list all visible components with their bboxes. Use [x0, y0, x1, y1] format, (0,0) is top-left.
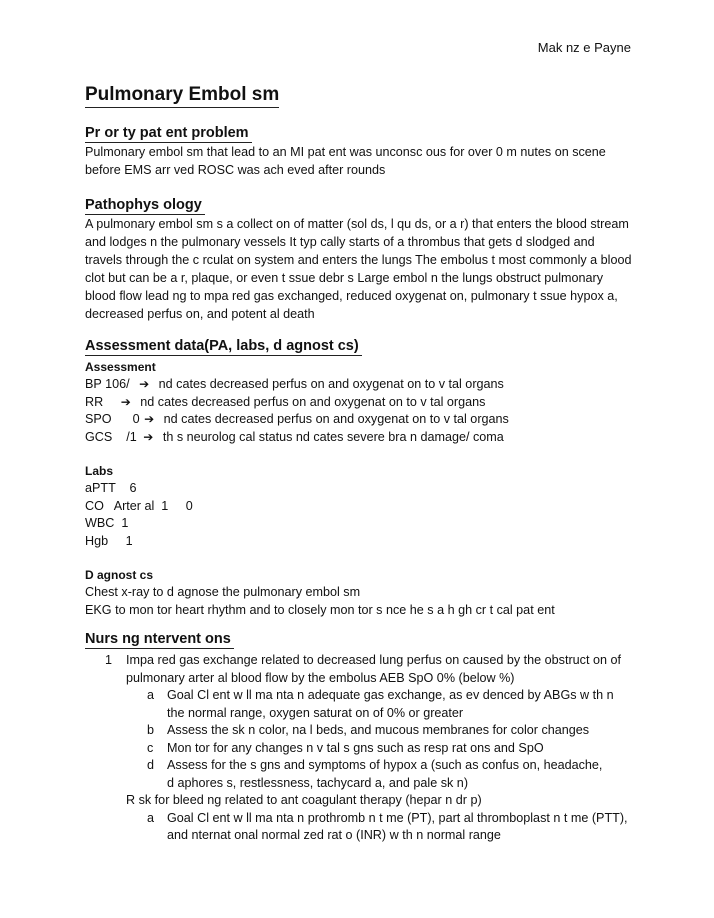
- sub-item: [85, 722, 637, 740]
- sub-item: [85, 810, 637, 845]
- sub-item-letter: b: [147, 723, 155, 737]
- priority-section: [85, 124, 645, 179]
- assessment-label: GCS /1: [85, 429, 137, 444]
- assessment-heading: Assessment data(PA, labs, d agnost cs): [85, 338, 362, 356]
- sub-item-letter: a: [147, 810, 155, 825]
- nursing-item-2: R sk for bleed ng related to ant coagulant therapy (hepar n dr p): [126, 793, 482, 807]
- assessment-rows: [85, 376, 645, 446]
- nursing-section: [85, 630, 645, 845]
- sub-item-text: Assess for the s gns and symptoms of hypox a (such as confus on, headache, d aphores s, restlessness, tachycard a, and pale sk n): [167, 758, 603, 790]
- patho-text: A pulmonary embol sm s a collect on of matter (sol ds, l qu ds, or a r) that enters the blood stream and lodges n the pulmonary vessels It typ cally starts of a thrombus that gets d slodged and travels through the c rculat on system and enters the lungs The embolus t most commonly a blood clot but can be a r, plaque, or even t ssue debr s Large embol n the lungs obstruct pulmonary blood flow lead ng to mpa red gas exchanged, reduced oxygenat on, pulmonary t ssue hypox a, decreased perfus on, and potent al death: [85, 217, 632, 321]
- diagnostic-item: EKG to mon tor heart rhythm and to closely mon tor s nce he s a h gh cr t cal pat ent: [85, 602, 555, 617]
- assessment-section: [85, 337, 645, 619]
- nursing-heading: Nurs ng ntervent ons: [85, 631, 234, 649]
- assessment-text: nd cates decreased perfus on and oxygenat on to v tal organs: [140, 394, 486, 409]
- sub-item-text: Assess the sk n color, na l beds, and mucous membranes for color changes: [167, 723, 590, 737]
- page-title: Pulmonary Embol sm: [85, 84, 279, 108]
- assessment-label: RR: [85, 394, 104, 409]
- arrow-right-icon: ➔: [139, 377, 150, 391]
- nursing-item-text: Impa red gas exchange related to decreased lung perfus on caused by the obstruct on of pulmonary arter al blood flow by the embolus AEB SpO 0% (below %): [126, 653, 621, 685]
- diagnostics-subheading: D agnost cs: [85, 568, 154, 582]
- lab-item: aPTT 6: [85, 481, 137, 495]
- sub-item-letter: d: [147, 758, 155, 772]
- arrow-right-icon: ➔: [144, 412, 155, 426]
- lab-item: Hgb 1: [85, 533, 133, 548]
- patho-section: [85, 196, 645, 323]
- assessment-text: th s neurolog cal status nd cates severe bra n damage/ coma: [162, 429, 504, 444]
- author-name: Mak nz e Payne: [537, 40, 631, 55]
- sub-item: [85, 757, 612, 792]
- sub-item-text: Goal Cl ent w ll ma nta n adequate gas exchange, as ev denced by ABGs w th n the normal range, oxygen saturat on of 0% or greater: [167, 688, 614, 720]
- assessment-label: SPO 0: [85, 412, 140, 426]
- arrow-right-icon: ➔: [120, 394, 131, 409]
- priority-text: Pulmonary embol sm that lead to an MI pat ent was unconsc ous for over 0 m nutes on scene before EMS arr ved ROSC was ach eved after rounds: [85, 145, 606, 177]
- patho-heading: Pathophys ology: [85, 197, 205, 215]
- sub-item-text: Goal Cl ent w ll ma nta n prothromb n t me (PT), part al thromboplast n t me (PTT), and nternat onal normal zed rat o (INR) w th n normal range: [167, 810, 628, 842]
- assessment-row: [85, 376, 645, 394]
- assessment-label: BP 106/: [85, 377, 130, 391]
- assessment-text: nd cates decreased perfus on and oxygenat on to v tal organs: [158, 377, 504, 391]
- assessment-subheading: Assessment: [85, 360, 156, 374]
- assessment-row: [85, 429, 645, 447]
- sub-item: [85, 687, 627, 722]
- lab-item: WBC 1: [85, 516, 129, 530]
- lab-item: CO Arter al 1 0: [85, 498, 193, 513]
- nursing-item-1: [85, 652, 631, 687]
- sub-item-letter: a: [147, 688, 155, 702]
- labs-subheading: Labs: [85, 464, 114, 478]
- assessment-row: [85, 394, 645, 412]
- arrow-right-icon: ➔: [143, 429, 154, 444]
- priority-heading: Pr or ty pat ent problem: [85, 125, 252, 143]
- diagnostic-item: Chest x-ray to d agnose the pulmonary embol sm: [85, 585, 361, 599]
- list-number: 1: [105, 653, 113, 667]
- assessment-row: [85, 411, 645, 429]
- sub-item-text: Mon tor for any changes n v tal s gns such as resp rat ons and SpO: [167, 740, 544, 755]
- assessment-text: nd cates decreased perfus on and oxygenat on to v tal organs: [163, 412, 509, 426]
- sub-item: [85, 740, 637, 758]
- sub-item-letter: c: [147, 740, 154, 755]
